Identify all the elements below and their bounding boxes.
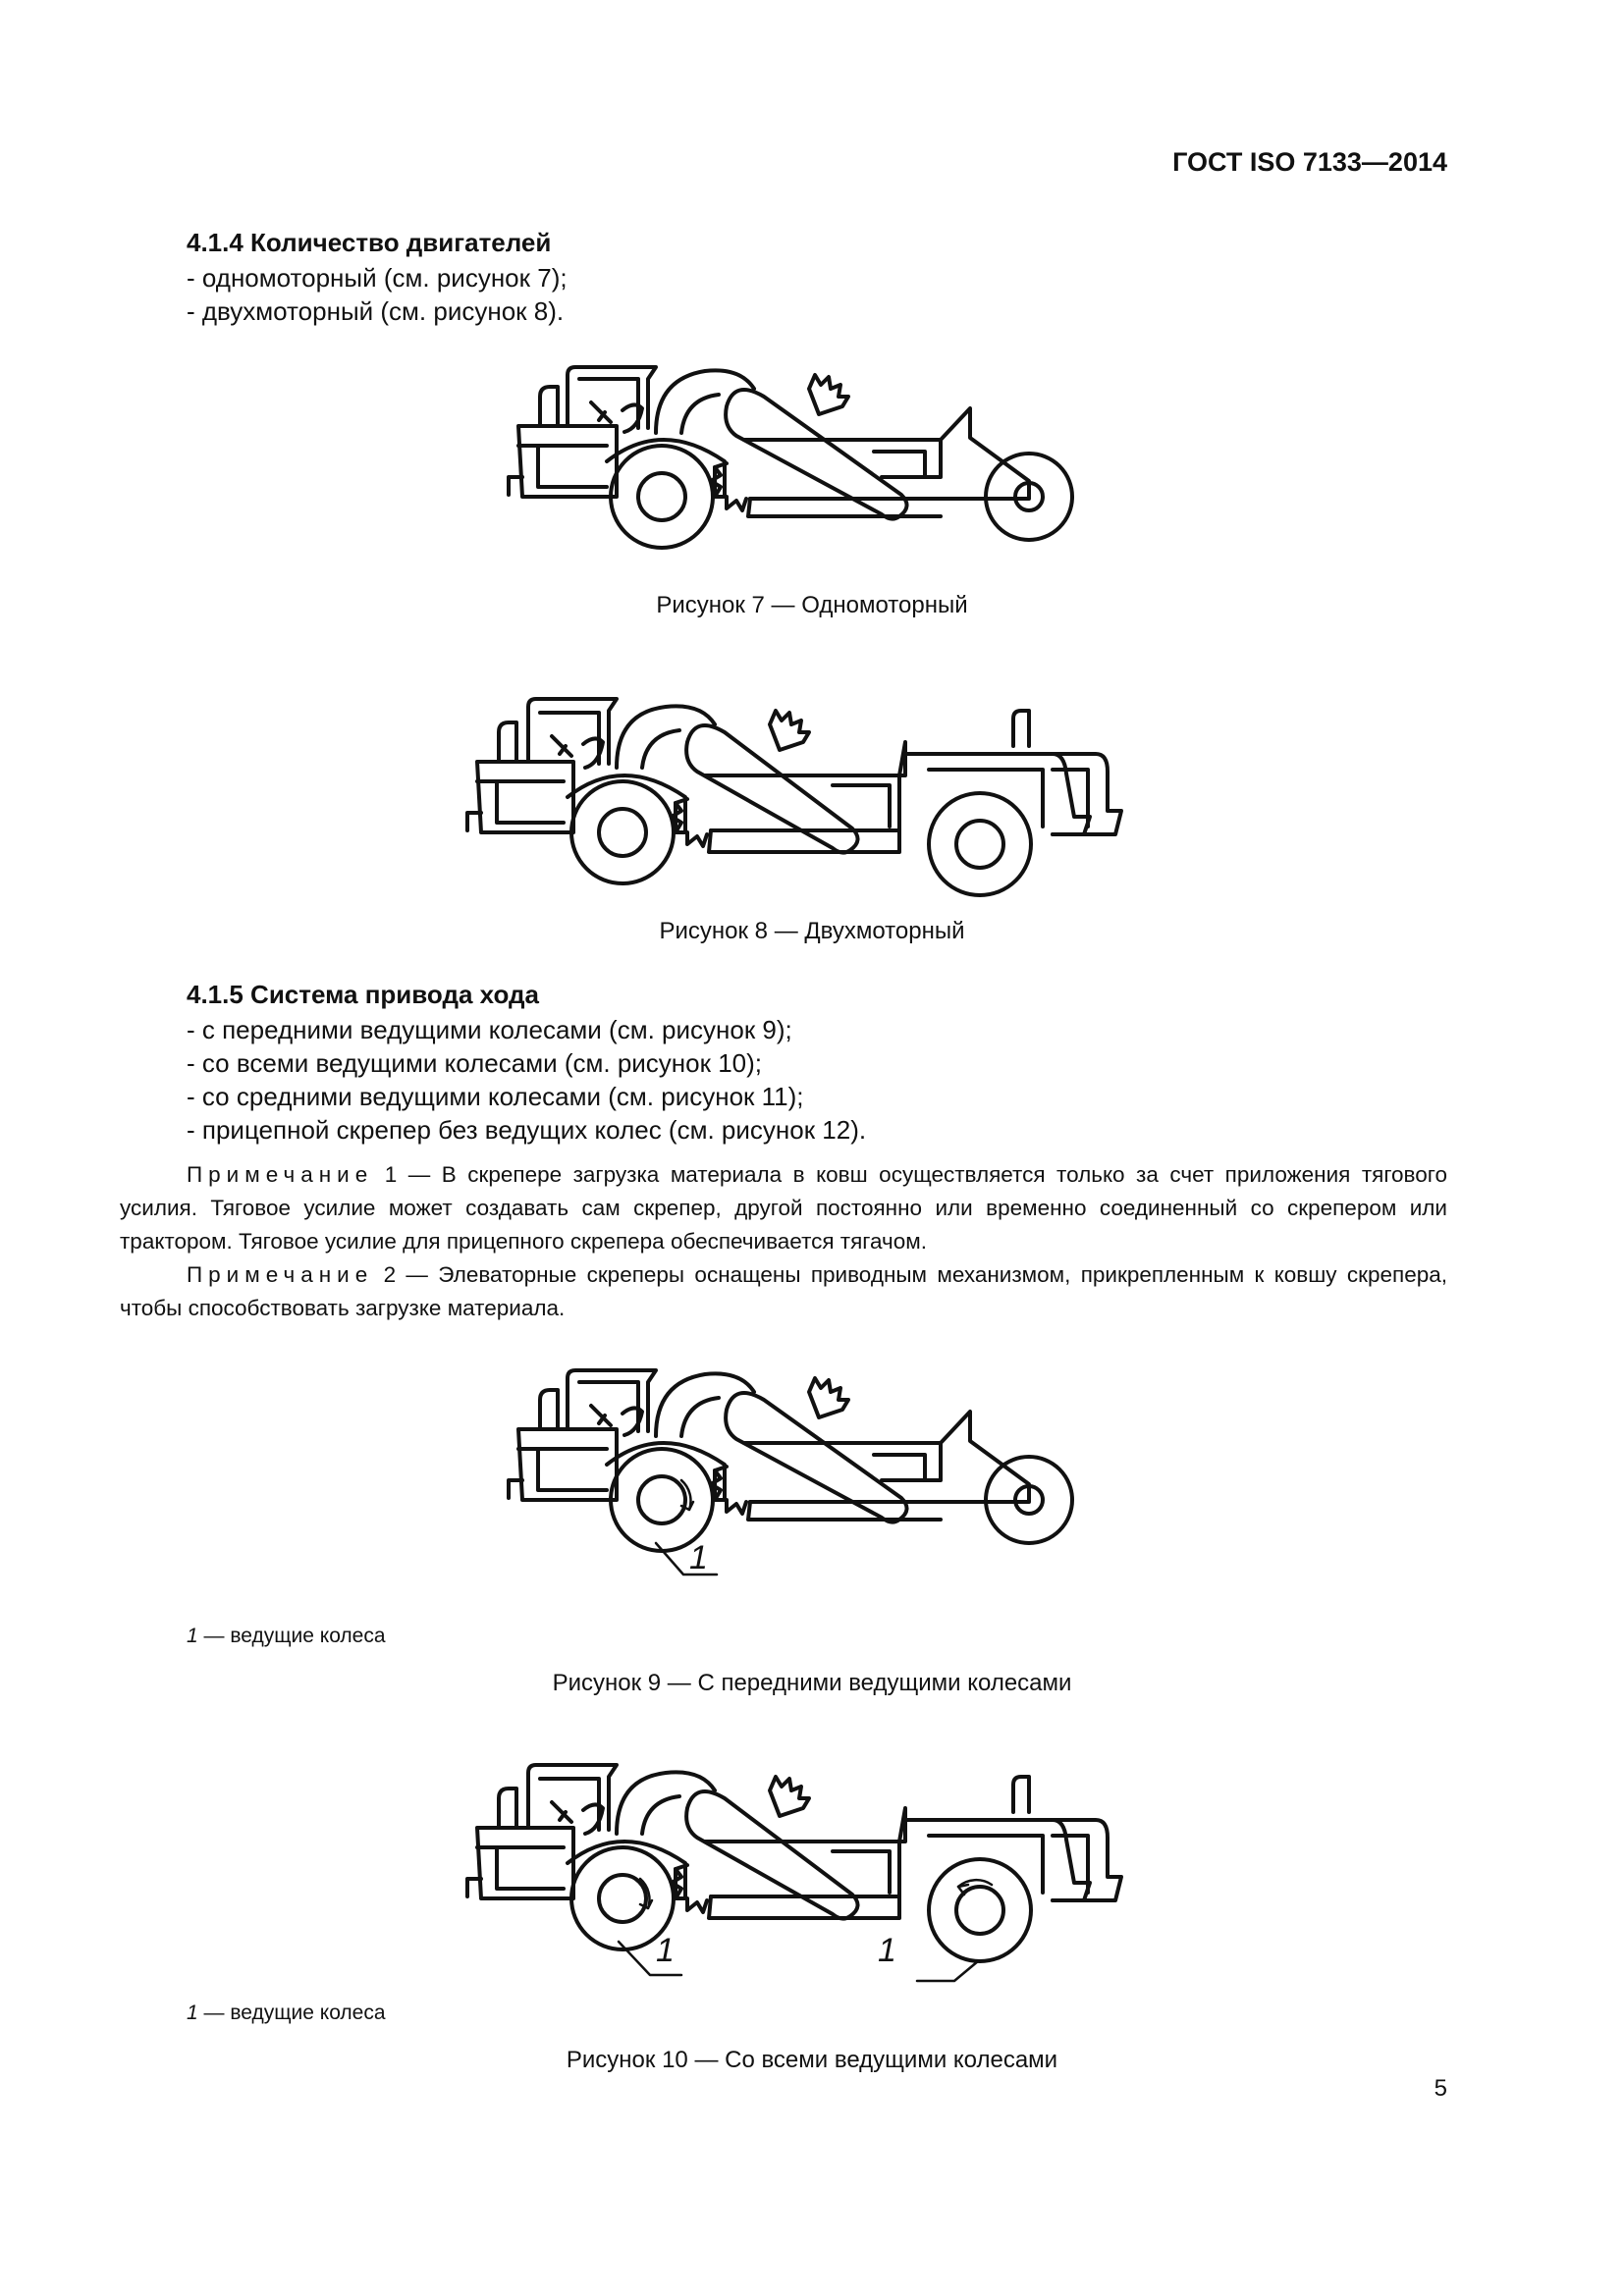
figure-9-legend — [187, 1625, 386, 1648]
note-2-text: 2 — Элеваторные скреперы оснащены приводным механизмом, прикрепленным к ковшу скрепера, чтобы способствовать загрузке материала. — [120, 1262, 1447, 1320]
legend-number: 1 — [187, 2002, 198, 2024]
figure-10-callout-front: 1 — [656, 1932, 675, 1969]
figure-10-legend — [187, 2002, 386, 2025]
legend-text: — ведущие колеса — [197, 2002, 386, 2024]
list-item: - со средними ведущими колесами (см. рисунок 11); — [187, 1082, 804, 1111]
figure-9-front-drive-scraper — [509, 1353, 1078, 1608]
figure-7-caption: Рисунок 7 — Одномоторный — [656, 592, 968, 618]
figure-10-callout-rear: 1 — [878, 1932, 896, 1969]
note-1-text: 1 — В скрепере загрузка материала в ковш осуществляется только за счет приложения тягового усилия. Тяговое усилие может создавать сам скрепер, другой постоянно или временно соединенный со скрепером или трактором. Тяговое усилие для прицепного скрепера обеспечивается тягачом. — [120, 1162, 1447, 1254]
list-item: - с передними ведущими колесами (см. рисунок 9); — [187, 1015, 792, 1044]
note-1 — [120, 1158, 1447, 1258]
page-number: 5 — [1434, 2075, 1447, 2102]
note-2-label: Примечание — [187, 1262, 374, 1287]
section-heading-4-1-4: 4.1.4 Количество двигателей — [187, 228, 552, 257]
note-2 — [120, 1258, 1447, 1325]
list-item: - двухмоторный (см. рисунок 8). — [187, 296, 565, 326]
figure-7-single-engine-scraper — [509, 349, 1078, 565]
legend-number: 1 — [187, 1625, 198, 1647]
figure-8-caption: Рисунок 8 — Двухмоторный — [659, 918, 965, 944]
document-header: ГОСТ ISO 7133—2014 — [1172, 147, 1447, 177]
legend-text: — ведущие колеса — [197, 1625, 386, 1647]
figure-9-callout: 1 — [689, 1539, 708, 1576]
list-item: - со всеми ведущими колесами (см. рисунок 10); — [187, 1048, 763, 1078]
figure-8-twin-engine-scraper — [467, 683, 1115, 909]
list-item: - прицепной скрепер без ведущих колес (см. рисунок 12). — [187, 1115, 867, 1145]
note-1-label: Примечание — [187, 1162, 374, 1187]
figure-10-all-wheel-drive-scraper — [467, 1749, 1115, 1995]
section-heading-4-1-5: 4.1.5 Система привода хода — [187, 980, 539, 1009]
figure-10-caption: Рисунок 10 — Со всеми ведущими колесами — [566, 2047, 1058, 2073]
list-item: - одномоторный (см. рисунок 7); — [187, 263, 568, 293]
figure-9-caption: Рисунок 9 — С передними ведущими колесами — [552, 1670, 1072, 1696]
